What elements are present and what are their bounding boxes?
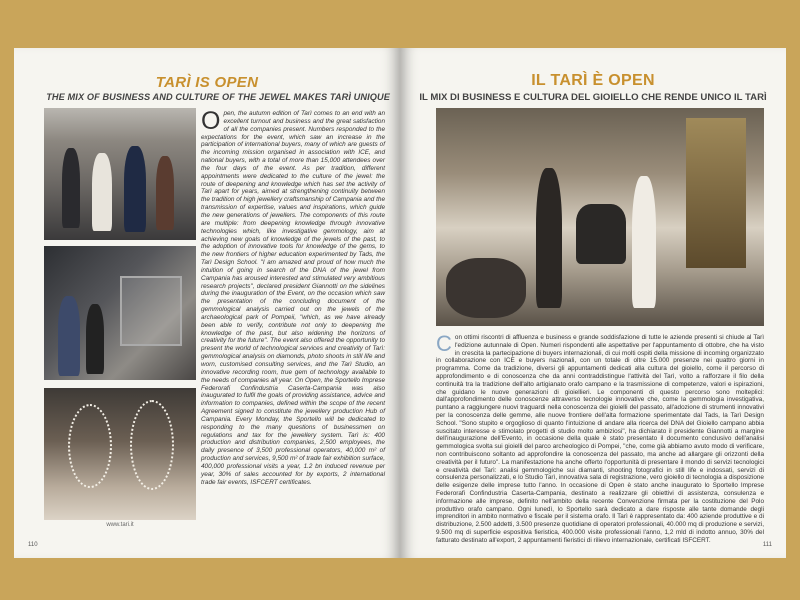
right-page-title: IL TARÌ È OPEN [531, 72, 655, 89]
photo-fair-visitors [44, 108, 196, 240]
left-page-subtitle: THE MIX OF BUSINESS AND CULTURE OF THE JEWEL MAKES TARÌ UNIQUE [46, 92, 390, 102]
right-body-text: on ottimi riscontri di affluenza e business e grande soddisfazione di tutte le aziende presenti si chiude al Tarì l'edizione autunnale di Open. Numeri rispondenti alle aspettative per l'appuntamento di ottobre, che ha visto in crescita la partecipazione di buyers internazionali, di cui molti ospiti della missione di incoming organizzato in collaborazione con ICE e buyers nazionali, con un totale di oltre 15.000 presenze nei quattro giorni in programma. Come da tradizione, diversi gli appuntamenti dedicati alla cultura del gioiello, come il percorso di approfondimento e di conoscenza che da anni contraddistingue l'attività del Tarì, volto a rafforzare il filo della continuità tra la tradizione dell'alto artigianato orafo campano e la trasmissione di competenze, valori e ispirazioni, che guidano le nuove generazioni di gioiellieri. Le componenti di questo percorso sono molteplici: dall'approfondimento delle conoscenze attraverso tecnologie innovative che, come la gemmologia investigativa, puntano a raggiungere nuovi traguardi nella conoscenza dei gioielli del passato, all'adozione di strumenti innovativi per la conoscenza delle gemme, alle nuove frontiere dell'alta formazione sperimentate dal Tads, la Tarì Design School. "Sono stupito e orgoglioso di quanto l'intuizione di andare alla ricerca del DNA del Gioiello campano abbia suscitato interesse e stimolato progetti di studio molto ambiziosi", ha dichiarato il presidente Giannotti a margine dell'inaugurazione dell'Evento, in occasione della quale è stato presentato il documento conclusivo dell'analisi gemmologica svolta sui gioielli del parco archeologico di Pompei, "che, come già abbiamo avuto modo di verificare, non contribuiscono soltanto ad approfondire la conoscenza del passato, ma anche ad allargare gli orizzonti della creatività per il futuro". La manifestazione ha anche offerto l'opportunità di presentare il mondo di servizi tecnologici e creatività del Tarì: analisi gemmologiche sui diamanti, shooting fotografici in still life e indossati, servizi di consulenza personalizzati, e lo Studio Tarì, innovativa sala di registrazione, vero gioiello di tecnologia a disposizione delle esigenze delle imprese tutto l'anno. In occasione di Open è stato anche inaugurato lo Sportello Imprese Federorafi Confindustria Caserta-Campania, destinato a realizzare gli obiettivi di assistenza, consulenza e informazione alle imprese, definito nell'ambito della recente Convenzione firmata per la costituzione del Polo produttivo orafo campano. Ogni lunedì, lo Sportello sarà dedicato a dare risposte alle tante domande degli imprenditori in ambito normativo e fiscale per il sistema orafo. Il Tarì è rappresentato da: 400 aziende produttive e di distribuzione, 2.500 addetti, 3.500 presenze quotidiane di operatori professionali, 40.000 mq di produzione e servizi, 9.500 mq di superficie espositiva fieristica, 400.000 visite professionali l'anno, 1,2 mld di indotto annuo, 30% del fatturato destinato all'export, 2 appuntamenti fieristici di rilievo internazionale, certificati ISFCERT. [436, 334, 764, 544]
photo-exhibition-hall [436, 108, 764, 326]
left-page-number: 110 [28, 542, 38, 548]
left-article-body [201, 107, 385, 540]
left-body-text: pen, the autumn edition of Tarì comes to an end with an excellent turnout and business and the great satisfaction of all the companies present. Numbers responded to the expectations for the event, which saw an increase in the participation of international buyers, many of which are guests of the incoming mission organised in association with ICE, and national buyers, with a total of more than 15,000 attendees over the four days of the event. As per tradition, different appointments were dedicated to the culture of the jewel: the route of deepening and knowledge which has set the activity of Tarì apart for years, aimed at strengthening continuity between the tradition of high jewellery craftsmanship of Campania and the transmission of expertise, values and inspirations, which guide the new generations of jewellers. The components of this route are multiple: from deepening knowledge through innovative technologies which, like investigative gemmology, aim at achieving new goals of knowledge of the jewels of the past, to the adoption of innovative tools for knowledge of the gems, to the new frontiers of higher education experimented by Tads, the Tarì Design School. "I am amazed and proud of how much the intuition of going in search of the DNA of the jewel from Campania has aroused interested and stimulated very ambitious research projects", declared president Giannotti on the sidelines during the inauguration of the Event, on the occasion which saw the presentation of the concluding document of the gemmological analysis carried out on the jewels of the archaeological park of Pompeii, "which, as we have already been able to verify, contribute not only to deepening the knowledge of the past, but also widening the horizons of creativity for the future". The event also offered the opportunity to present the world of technological services and creativity of Tarì: gemmological analysis on diamonds, photo shoots in still life and worn, customised consulting services, and the Tarì Studio, an innovative recording room, true gem of technology available to the needs of companies all year. On Open, the Sportello Imprese Federorafi Confindustria Caserta-Campania was also inaugurated to fulfil the goals of providing assistance, advice and information to companies, defined within the scope of the recent Agreement signed to constitute the jewellery production Hub of Campania. Every Monday, the Sportello will be dedicated to responding to the many questions of businessmen on regulations and tax for the jewellery system. Tarì is: 400 production and distribution companies, 2,500 employees, the daily presence of 3,500 professional operators, 40,000 m² of production and services, 9,500 m² of trade fair exhibition surface, 400,000 professional visits a year, 1.2 bn induced revenue per year, 30% of sales accounted for by exports, 2 international trade fair events, ISFCERT certificates. [201, 110, 385, 486]
photo-jewel-display [44, 246, 196, 380]
right-page-number: 111 [762, 542, 772, 548]
photo-caption: www.tari.it [106, 522, 134, 528]
right-page-subtitle: IL MIX DI BUSINESS E CULTURA DEL GIOIELLO CHE RENDE UNICO IL TARÌ [419, 92, 767, 103]
photo-pearl-necklaces [44, 388, 196, 520]
magazine-spread [14, 48, 786, 558]
left-page-title: TARÌ IS OPEN [155, 74, 259, 91]
left-dropcap: O [201, 107, 221, 135]
left-page [14, 48, 400, 558]
right-dropcap: C [436, 331, 452, 356]
right-page [400, 48, 786, 558]
right-article-body [436, 331, 764, 544]
